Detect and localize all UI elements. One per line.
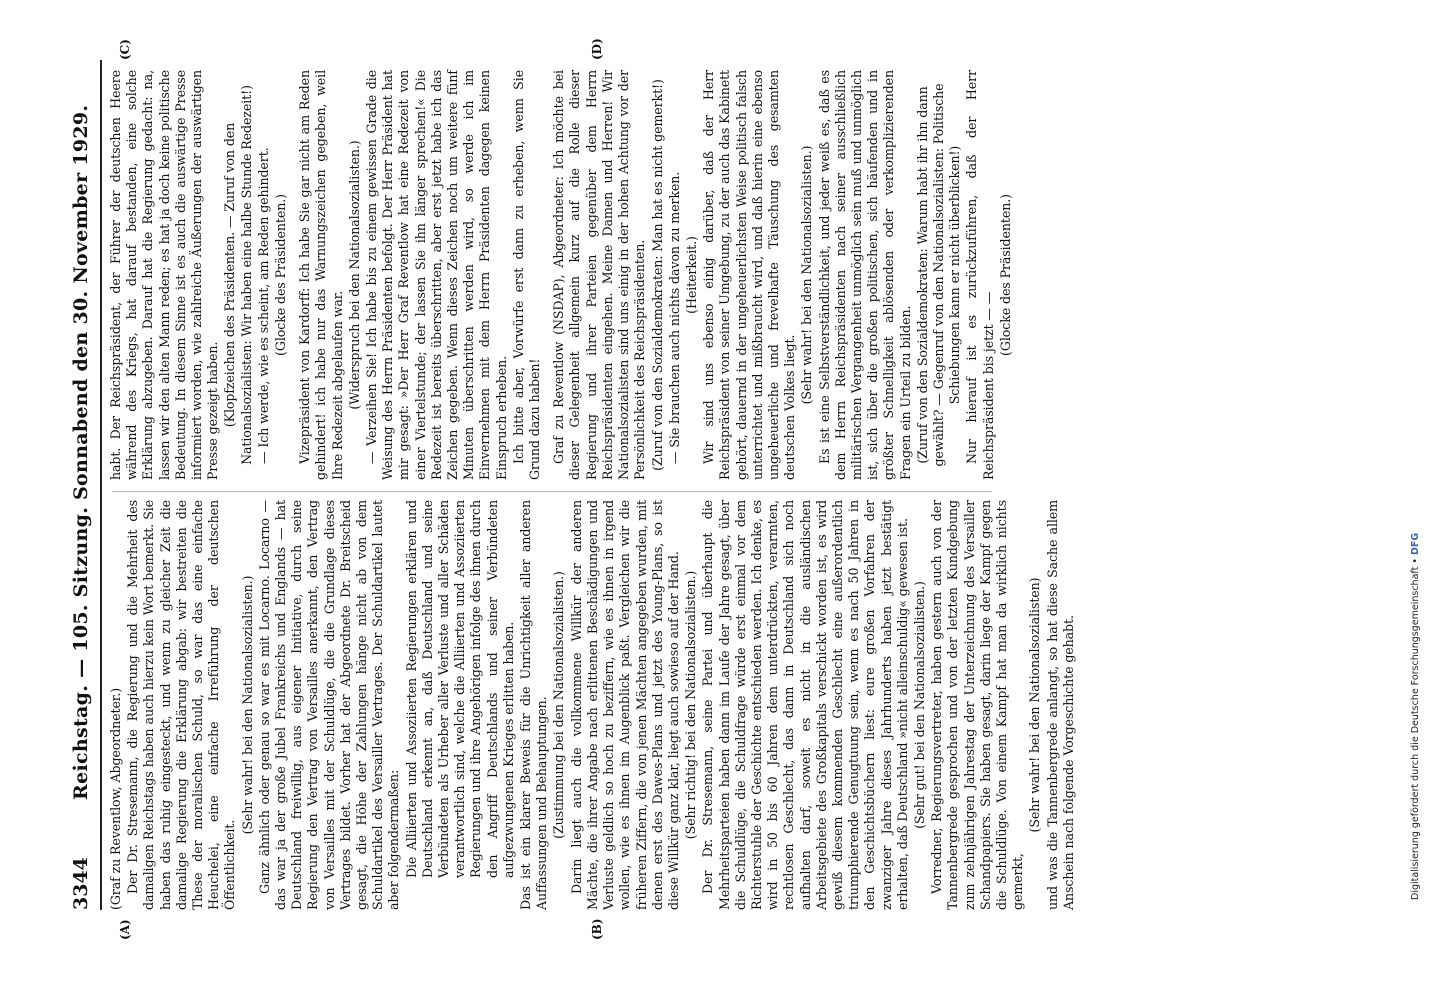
page-title: Reichstag. — 105. Sitzung. Sonnabend den 30. November 1929. <box>70 104 92 800</box>
paragraph: Wir sind uns ebenso einig darüber, daß der Herr Reichspräsident von seiner Umgebung, zu der auch das Kabinett gehört, dauernd in der ungeheuerlichsten Weise politisch falsch unterrichtet und mißbraucht wird, und daß hierin eine ebenso ungeheuerliche und frevelhafte Täuschung des gesamten deutschen Volkes liegt. <box>701 70 798 480</box>
paragraph: Ganz ähnlich oder genau so war es mit Locarno. Locarno — das war ja der große Jubel Frankreichs und Englands — hat Deutschland freiwillig, aus eigener Initiative, durch seine Regierung den Vertrag von Versailles anerkannt, den Vertrag von Versailles mit der Schuldlüge, die die Grundlage dieses Vertrages bildet. Vorher hat der Abgeordnete Dr. Breitscheid gesagt, die Höhe der Zahlungen hänge nicht ab von dem Schuldartikel des Versailler Vertrages. Der Schuldartikel lautet aber folgendermaßen: <box>256 500 402 910</box>
page-header <box>70 50 96 910</box>
paragraph: Der Dr. Stresemann, seine Partei und überhaupt die Mehrheitsparteien haben dann im Laufe der Jahre gesagt, über die Schuldlüge, die Schuldfrage würde erst einmal vor dem Richterstuhle der Geschichte entschieden werden. Ich denke, es wird in 50 bis 60 Jahren dem unterdrückten, verarmten, rechtlosen Geschlecht, das dann in Deutschland sich noch aufhalten darf, soweit es nicht in die ausländischen Arbeitsgebiete des Großkapitals verschickt worden ist, es wird gewiß diesem kommenden Geschlecht eine außerordentlich triumphierende Genugtuung sein, wenn es nach 50 Jahren in den Geschichtsbüchern liest: eure großen Vorfahren der zwanziger Jahre dieses Jahrhunderts haben jetzt bestätigt erhalten, daß Deutschland »nicht alleinschuldig« gewesen ist. <box>700 500 910 910</box>
interjection: (Klopfzeichen des Präsidenten. — Zuruf von den Nationalsozialisten: Wir haben eine halbe Stunde Redezeit!) <box>222 85 254 465</box>
paragraph: — Ich werde, wie es scheint, am Reden gehindert. <box>255 147 271 464</box>
paragraph: Das ist ein klarer Beweis für die Unrichtigkeit aller anderen Auffassungen und Behauptungen. <box>518 500 550 910</box>
paragraph: Vorredner, Regierungsvertreter, haben gestern auch von der Tannenbergrede gesprochen und von der letzten Kundgebung zum zehnjährigen Jahrestag der Unterzeichnung des Versailler Schandpapiers. Sie haben gesagt, darin liege der Kampf gegen die Schuldlüge. Von einem Kampf hat man da wirklich nichts gemerkt, <box>929 500 1026 910</box>
header-rule <box>100 60 102 910</box>
paragraph: Nur hierauf ist es zurückzuführen, daß der Herr Reichspräsident bis jetzt — — <box>964 70 996 480</box>
interjection: (Zuruf von den Sozialdemokraten: Man hat es nicht gemerkt!) <box>649 79 665 471</box>
interjection: (Sehr wahr! bei den Nationalsozialisten) <box>1027 577 1043 833</box>
left-column <box>108 500 1078 910</box>
interjection: (Glocke des Präsidenten.) <box>997 194 1013 356</box>
interjection: (Zustimmung bei den Nationalsozialisten.) <box>551 571 567 839</box>
interjection: (Widerspruch bei den Nationalsozialisten.) <box>346 140 362 410</box>
margin-marker-d: (D) <box>590 38 604 60</box>
interjection: (Sehr wahr! bei den Nationalsozialisten.) <box>799 145 815 405</box>
interjection: (Zuruf von den Sozialdemokraten: Warum habt ihr ihn dann gewählt? — Gegenruf von den Nationalsozialisten: Politische Schiebungen kann er nicht überblicken!) <box>914 83 963 467</box>
interjection: (Glocke des Präsidenten.) <box>273 194 289 356</box>
paragraph: (Graf zu Reventlow, Abgeordneter.) <box>108 687 123 910</box>
paragraph: — Verzeihen Sie! Ich habe bis zu einem gewissen Grade die Weisung des Herrn Präsidenten befolgt. Der Herr Präsident hat mir gesagt: »Der Herr Graf Reventlow hat eine Redezeit von einer Viertelstunde; der lassen Sie ihn länger sprechen!« Die Redezeit ist bereits überschritten, aber erst jetzt habe ich das Zeichen gegeben. Wenn dieses Zeichen noch um weitere fünf Minuten überschritten werden wird, so werde ich im Einvernehmen mit dem Herrn Präsidenten dagegen keinen Einspruch erheben. <box>364 70 509 480</box>
paragraph: — Sie brauchen auch nichts davon zu merken. <box>666 171 682 464</box>
paragraph: Der Dr. Stresemann, die Regierung und die Mehrheit des damaligen Reichstags haben auch hierzu kein Wort bemerkt. Sie haben das ruhig eingesteckt, und wenn zu gleicher Zeit die damalige Regierung die Erklärung abgab: wir bestreiten die These der moralischen Schuld, so war das eine einfache Heuchelei, eine einfache Irreführung der deutschen Öffentlichkeit. <box>125 500 238 910</box>
credit-text: Digitalisierung gefördert durch die Deutsche Forschungsgemeinschaft • <box>1410 558 1421 900</box>
paragraph: Darin liegt auch die vollkommene Willkür der anderen Mächte, die ihrer Angabe nach erlittenen Beschädigungen und Verluste geldlich so hoch zu beziffern, wie es ihnen in irgend wollen, wie es ihnen im Augenblick paßt. Vergleichen wir die früheren Ziffern, die von jenen Mächten angegeben wurden, mit denen erst des Dawes-Plans und jetzt des Young-Plans, so ist diese Willkür ganz klar, liegt auch sowieso auf der Hand. <box>568 500 681 910</box>
column-divider <box>112 491 992 492</box>
paragraph: habt. Der Reichspräsident, der Führer der deutschen Heere während des Kriegs, hat darauf bestanden, eine solche Erklärung abzugeben. Darauf hat die Regierung gedacht: na, lassen wir den alten Mann reden; es hat ja doch keine politische Bedeutung. In diesem Sinne ist es auch die auswärtige Presse informiert worden, wie zahlreiche Äußerungen der auswärtigen Presse gezeigt haben. <box>108 70 221 480</box>
right-column <box>108 70 1015 480</box>
margin-marker-c: (C) <box>118 39 132 60</box>
paragraph: und was die Tannenbergrede anlangt, so hat diese Sache allem Anschein nach folgende Vorgeschichte gehabt. <box>1044 500 1076 910</box>
page-number: 3344 <box>70 857 92 910</box>
interjection: (Sehr gut! bei den Nationalsozialisten.) <box>911 581 927 829</box>
paragraph: Vizepräsident von Kardorff: Ich habe Sie gar nicht am Reden gehindert! ich habe nur das Warnungszeichen gegeben, weil Ihre Redezeit abgelaufen war. <box>297 70 345 480</box>
quotation: Die Alliierten und Assoziierten Regierungen erklären und Deutschland erkennt an, daß Deutschland und seine Verbündeten als Urheber aller Verluste und aller Schäden verantwortlich sind, welche die Alliierten und Assoziierten Regierungen und ihre Angehörigen infolge des ihnen durch den Angriff Deutschlands und seiner Verbündeten aufgezwungenen Krieges erlitten haben. <box>403 500 516 878</box>
paragraph: Ich bitte aber, Vorwürfe erst dann zu erheben, wenn Sie Grund dazu haben! <box>510 70 543 480</box>
margin-marker-b: (B) <box>590 918 604 940</box>
dfg-logo: DFG <box>1410 532 1421 556</box>
paragraph: Graf zu Reventlow (NSDAP), Abgeordneter: Ich möchte bei dieser Gelegenheit allgemein kurz auf die Rolle dieser Regierung und ihrer Parteien gegenüber dem Herrn Reichspräsidenten eingehen. Meine Damen und Herren! Wir Nationalsozialisten sind uns einig in der hohen Achtung vor der Persönlichkeit des Reichspräsidenten. <box>551 70 648 480</box>
interjection: (Heiterkeit.) <box>683 236 699 314</box>
interjection: (Sehr wahr! bei den Nationalsozialisten.) <box>239 575 255 835</box>
interjection: (Sehr richtig! bei den Nationalsozialisten.) <box>683 570 699 840</box>
digitization-credit <box>1410 50 1421 900</box>
margin-marker-a: (A) <box>118 919 132 940</box>
paragraph: Es ist eine Selbstverständlichkeit, und jeder weiß es, daß es dem Herrn Reichspräsidenten nach seiner ausschließlich militärischen Vergangenheit unmöglich sein muß und unmöglich ist, sich über die großen politischen, sich häufenden und in größter Schnelligkeit ablösenden oder verkomplizierenden Fragen ein Urteil zu bilden. <box>816 70 913 480</box>
